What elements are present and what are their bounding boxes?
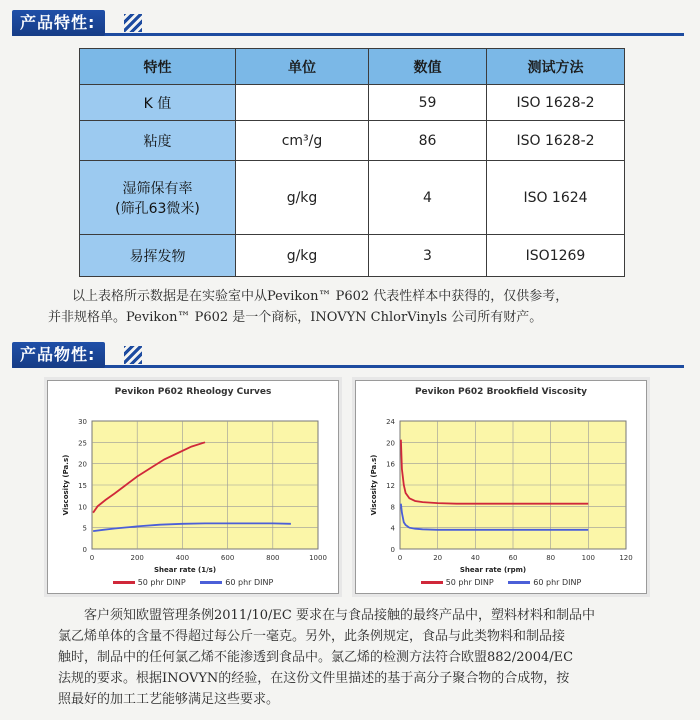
section-header-physical bbox=[12, 342, 684, 368]
property-cell bbox=[80, 161, 236, 235]
rheology-plot bbox=[48, 381, 338, 593]
legend-label: 50 phr DINP bbox=[137, 578, 186, 587]
y-tick-label: 8 bbox=[390, 503, 395, 512]
legend-swatch bbox=[421, 581, 443, 584]
property-line: 湿筛保有率 bbox=[122, 180, 193, 197]
x-tick-label: 600 bbox=[220, 554, 235, 562]
header-cell: 单位 bbox=[236, 49, 369, 85]
disclaimer-note bbox=[48, 286, 692, 328]
header-cell: 测试方法 bbox=[487, 49, 625, 85]
method-cell: ISO 1628-2 bbox=[487, 85, 625, 121]
chart-title: Pevikon P602 Brookfield Viscosity bbox=[414, 387, 588, 397]
y-tick-label: 4 bbox=[390, 524, 395, 533]
x-tick-label: 40 bbox=[470, 554, 480, 562]
x-tick-label: 400 bbox=[175, 554, 190, 562]
x-tick-label: 20 bbox=[433, 554, 443, 562]
header-cell: 数值 bbox=[369, 49, 487, 85]
unit-cell bbox=[236, 85, 369, 121]
value-cell: 3 bbox=[369, 235, 487, 277]
unit-cell: g/kg bbox=[236, 235, 369, 277]
stripe-decoration bbox=[124, 14, 142, 32]
method-cell: ISO 1628-2 bbox=[487, 121, 625, 161]
legend-swatch bbox=[508, 581, 530, 584]
section-underline bbox=[12, 33, 684, 36]
stripe-decoration bbox=[124, 346, 142, 364]
table-row bbox=[80, 161, 625, 235]
x-axis-label: Shear rate (rpm) bbox=[459, 566, 527, 574]
y-tick-label: 12 bbox=[386, 482, 395, 490]
legend-item bbox=[421, 578, 494, 587]
note-line: 以上表格所示数据是在实验室中从Pevikon™ P602 代表性样本中获得的，仅供参考， bbox=[72, 289, 569, 304]
property-subline: (筛孔63微米) bbox=[115, 200, 200, 217]
x-tick-label: 1000 bbox=[309, 554, 327, 562]
method-cell: ISO1269 bbox=[487, 235, 625, 277]
y-tick-label: 30 bbox=[78, 418, 87, 426]
y-tick-label: 25 bbox=[78, 439, 87, 448]
x-tick-label: 100 bbox=[581, 554, 596, 562]
property-cell: K 值 bbox=[80, 85, 236, 121]
method-cell: ISO 1624 bbox=[487, 161, 625, 235]
legend-label: 50 phr DINP bbox=[445, 578, 494, 587]
section-title: 产品特性: bbox=[12, 10, 105, 36]
properties-table bbox=[79, 48, 625, 277]
y-tick-label: 5 bbox=[82, 524, 87, 533]
y-axis-label: Viscosity (Pa.s) bbox=[370, 454, 378, 516]
property-cell: 易挥发物 bbox=[80, 235, 236, 277]
legend-item bbox=[200, 578, 273, 587]
y-tick-label: 20 bbox=[386, 439, 395, 448]
table-row bbox=[80, 85, 625, 121]
legend-label: 60 phr DINP bbox=[533, 578, 582, 587]
x-tick-label: 60 bbox=[508, 554, 518, 562]
property-cell: 粘度 bbox=[80, 121, 236, 161]
y-tick-label: 0 bbox=[390, 546, 395, 554]
y-tick-label: 16 bbox=[386, 460, 395, 469]
y-tick-label: 10 bbox=[78, 503, 87, 512]
body-line: 照最好的加工工艺能够满足这些要求。 bbox=[58, 692, 280, 707]
unit-cell: cm³/g bbox=[236, 121, 369, 161]
y-tick-label: 24 bbox=[386, 418, 395, 426]
x-axis-label: Shear rate (1/s) bbox=[153, 566, 217, 574]
legend-swatch bbox=[113, 581, 135, 584]
y-tick-label: 15 bbox=[78, 482, 87, 490]
legend-item bbox=[113, 578, 186, 587]
chart-title: Pevikon P602 Rheology Curves bbox=[114, 387, 272, 397]
brookfield-chart bbox=[355, 380, 647, 594]
value-cell: 59 bbox=[369, 85, 487, 121]
body-line: 触时，制品中的任何氯乙烯不能渗透到食品中。氯乙烯的检测方法符合欧盟882/2004/EC bbox=[58, 650, 574, 665]
value-cell: 86 bbox=[369, 121, 487, 161]
body-line: 法规的要求。根据INOVYN的经验，在这份文件里描述的基于高分子聚合物的合成物，按 bbox=[58, 671, 570, 686]
y-tick-label: 0 bbox=[82, 546, 87, 554]
legend-swatch bbox=[200, 581, 222, 584]
table-row bbox=[80, 235, 625, 277]
y-tick-label: 20 bbox=[78, 460, 87, 469]
brookfield-plot bbox=[356, 381, 646, 593]
regulation-paragraph bbox=[58, 605, 690, 710]
x-tick-label: 80 bbox=[546, 554, 556, 562]
body-line: 氯乙烯单体的含量不得超过每公斤一毫克。另外，此条例规定，食品与此类物料和制品接 bbox=[58, 629, 566, 644]
section-underline bbox=[12, 365, 684, 368]
table-row bbox=[80, 121, 625, 161]
legend-item bbox=[508, 578, 581, 587]
section-title: 产品物性: bbox=[12, 342, 105, 368]
section-header-properties bbox=[12, 10, 684, 36]
x-tick-label: 0 bbox=[397, 554, 403, 562]
x-tick-label: 120 bbox=[619, 554, 633, 562]
chart-legend bbox=[356, 578, 646, 587]
value-cell: 4 bbox=[369, 161, 487, 235]
x-tick-label: 200 bbox=[130, 554, 144, 562]
rheology-chart bbox=[47, 380, 339, 594]
chart-legend bbox=[48, 578, 338, 587]
unit-cell: g/kg bbox=[236, 161, 369, 235]
header-cell: 特性 bbox=[80, 49, 236, 85]
table-header-row bbox=[80, 49, 625, 85]
note-line: 并非规格单。Pevikon™ P602 是一个商标，INOVYN ChlorVinyls 公司所有财产。 bbox=[48, 310, 543, 325]
legend-label: 60 phr DINP bbox=[225, 578, 274, 587]
x-tick-label: 0 bbox=[89, 554, 95, 562]
body-line: 客户须知欧盟管理条例2011/10/EC 要求在与食品接触的最终产品中，塑料材料和制品中 bbox=[84, 608, 595, 623]
y-axis-label: Viscosity (Pa.s) bbox=[62, 454, 70, 516]
x-tick-label: 800 bbox=[266, 554, 280, 562]
